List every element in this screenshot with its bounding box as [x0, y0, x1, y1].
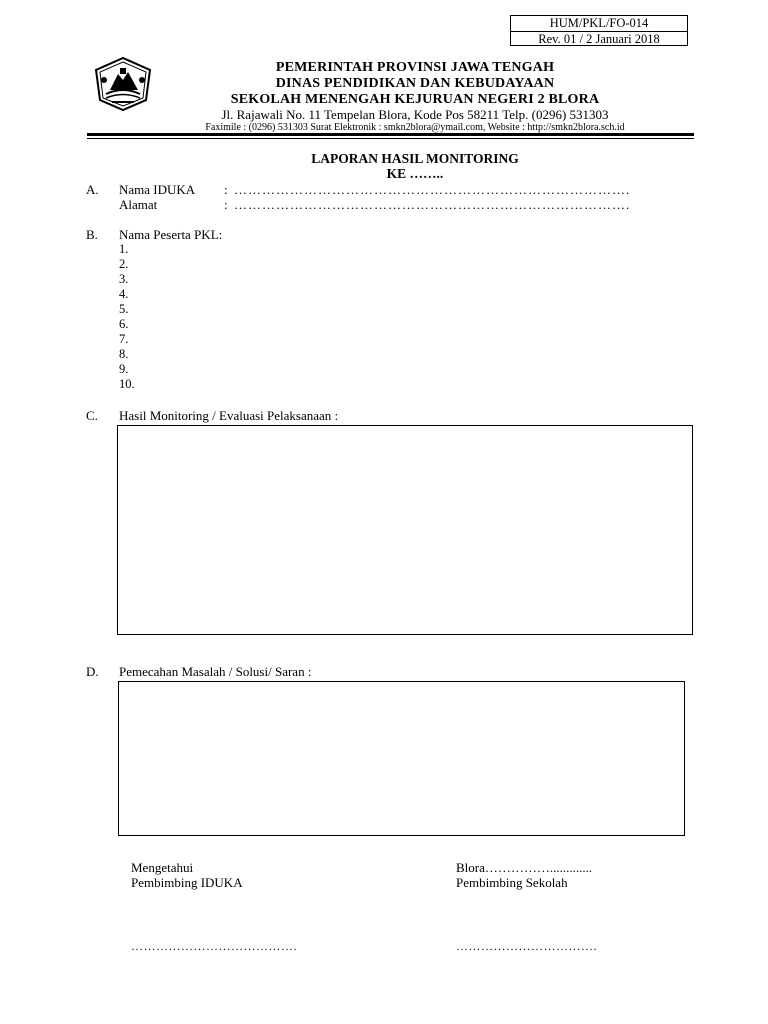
- acknowledged-label: Mengetahui: [131, 860, 194, 875]
- letterhead-address: Jl. Rajawali No. 11 Tempelan Blora, Kode Pos 58211 Telp. (0296) 531303: [221, 107, 609, 122]
- revision-date: Rev. 01 / 2 Januari 2018: [511, 31, 687, 47]
- participant-number: 3.: [119, 272, 129, 286]
- iduka-supervisor-label: Pembimbing IDUKA: [131, 875, 243, 890]
- participant-number: 6.: [119, 317, 129, 331]
- letterhead-government: PEMERINTAH PROVINSI JAWA TENGAH: [275, 60, 555, 75]
- field-label-iduka: Nama IDUKA: [119, 182, 196, 197]
- participant-number: 4.: [119, 287, 129, 301]
- section-c-letter: C.: [86, 408, 98, 423]
- section-b-letter: B.: [86, 227, 98, 242]
- letterhead-divider-thick: [87, 133, 694, 136]
- letterhead-school: SEKOLAH MENENGAH KEJURUAN NEGERI 2 BLORA: [230, 92, 600, 107]
- place-date-field[interactable]: Blora…………….............: [456, 860, 593, 875]
- participant-number: 7.: [119, 332, 129, 346]
- section-c-label: Hasil Monitoring / Evaluasi Pelaksanaan :: [119, 408, 339, 423]
- participant-number: 5.: [119, 302, 129, 316]
- school-supervisor-label: Pembimbing Sekolah: [456, 875, 568, 890]
- monitoring-result-box[interactable]: [117, 425, 693, 635]
- participant-number: 2.: [119, 257, 129, 271]
- letterhead-department: DINAS PENDIDIKAN DAN KEBUDAYAAN: [275, 76, 555, 91]
- participant-number: 9.: [119, 362, 129, 376]
- field-address-blank[interactable]: ………………………………………………………………………….: [234, 197, 631, 212]
- report-title: LAPORAN HASIL MONITORING: [311, 151, 519, 166]
- school-signature-line[interactable]: …………………………….: [456, 939, 597, 953]
- report-number: KE ……..: [386, 166, 444, 181]
- participant-number: 8.: [119, 347, 129, 361]
- field-iduka-blank[interactable]: ………………………………………………………………………….: [234, 182, 631, 197]
- field-label-address: Alamat: [119, 197, 158, 212]
- solution-suggestion-box[interactable]: [118, 681, 685, 836]
- field-colon: :: [224, 182, 228, 197]
- document-code-box: [510, 15, 688, 46]
- section-a-letter: A.: [86, 182, 99, 197]
- letterhead-contact: Faximile : (0296) 531303 Surat Elektronik : smkn2blora@ymail.com, Website : http://smkn2blora.sch.id: [205, 122, 625, 133]
- participant-number: 10.: [119, 377, 135, 391]
- form-number: HUM/PKL/FO-014: [549, 16, 649, 30]
- section-d-label: Pemecahan Masalah / Solusi/ Saran :: [119, 664, 312, 679]
- participant-number: 1.: [119, 242, 129, 256]
- section-d-letter: D.: [86, 664, 99, 679]
- iduka-signature-line[interactable]: ………………………………….: [131, 939, 297, 953]
- section-b-label: Nama Peserta PKL:: [119, 227, 223, 242]
- field-colon: :: [224, 197, 228, 212]
- letterhead-divider-thin: [87, 138, 694, 139]
